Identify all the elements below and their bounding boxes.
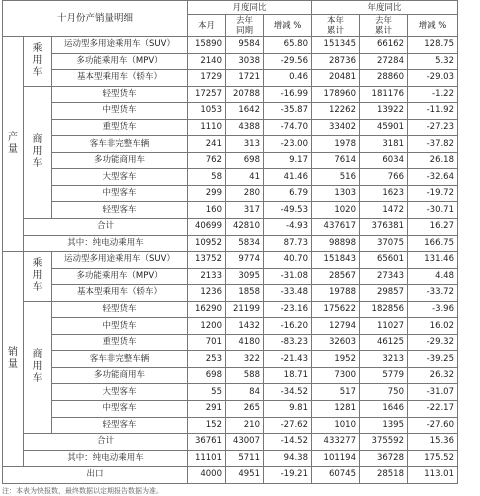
value-cell: 376381 <box>360 219 408 236</box>
value-cell: -29.56 <box>264 53 312 70</box>
value-cell: -31.07 <box>408 384 458 401</box>
table-title: 十月份产销量明细 <box>3 1 188 37</box>
value-cell: 2133 <box>188 268 226 285</box>
value-cell: 698 <box>188 367 226 384</box>
value-cell: 433277 <box>312 434 360 451</box>
value-cell: 3095 <box>226 268 264 285</box>
value-cell: 28736 <box>312 53 360 70</box>
value-cell: 32603 <box>312 334 360 351</box>
row-label: 客车非完整车辆 <box>52 136 188 153</box>
table-row <box>3 384 458 401</box>
value-cell: 28567 <box>312 268 360 285</box>
value-cell: -19.72 <box>408 185 458 202</box>
value-cell: 94.38 <box>264 450 312 467</box>
value-cell: 33402 <box>312 119 360 136</box>
value-cell: 113.01 <box>408 467 458 484</box>
value-cell: -23.00 <box>264 136 312 153</box>
value-cell: -35.87 <box>264 103 312 120</box>
value-cell: -33.72 <box>408 285 458 302</box>
value-cell: 5779 <box>360 367 408 384</box>
value-cell: 11027 <box>360 318 408 335</box>
row-label: 轻型货车 <box>52 86 188 103</box>
row-label: 重型货车 <box>52 334 188 351</box>
row-label: 轻型货车 <box>52 301 188 318</box>
value-cell: 17257 <box>188 86 226 103</box>
value-cell: 241 <box>188 136 226 153</box>
value-cell: -27.60 <box>408 417 458 434</box>
value-cell: 16290 <box>188 301 226 318</box>
month-current-header: 本月 <box>188 15 226 37</box>
value-cell: 87.73 <box>264 235 312 252</box>
value-cell: 27343 <box>360 268 408 285</box>
value-cell: 66162 <box>360 37 408 54</box>
row-label: 其中：纯电动乘用车 <box>24 235 188 252</box>
section-label: 销 量 <box>3 252 24 467</box>
value-cell: 701 <box>188 334 226 351</box>
table-row <box>3 53 458 70</box>
value-cell: 98898 <box>312 235 360 252</box>
value-cell: 1623 <box>360 185 408 202</box>
value-cell: 280 <box>226 185 264 202</box>
value-cell: 588 <box>226 367 264 384</box>
value-cell: -30.71 <box>408 202 458 219</box>
value-cell: 182856 <box>360 301 408 318</box>
row-label: 轻型客车 <box>52 202 188 219</box>
month-change-header: 增减 % <box>264 15 312 37</box>
value-cell: 26.32 <box>408 367 458 384</box>
value-cell: 40.70 <box>264 252 312 269</box>
footnote: 注：本表为快报数，最终数据以定期报告数据为准。 <box>2 487 163 495</box>
value-cell: 41.46 <box>264 169 312 186</box>
value-cell: -83.23 <box>264 334 312 351</box>
row-label: 中型客车 <box>52 185 188 202</box>
row-label: 其中：纯电动乘用车 <box>24 450 188 467</box>
row-label: 运动型多用途乘用车（SUV） <box>52 37 188 54</box>
value-cell: -22.17 <box>408 401 458 418</box>
value-cell: 131.46 <box>408 252 458 269</box>
value-cell: 16.27 <box>408 219 458 236</box>
value-cell: 151843 <box>312 252 360 269</box>
value-cell: 41 <box>226 169 264 186</box>
value-cell: 313 <box>226 136 264 153</box>
table-row <box>3 401 458 418</box>
table-row <box>3 351 458 368</box>
year-yoy-header: 年度同比 <box>312 1 458 15</box>
total-row <box>3 219 458 236</box>
value-cell: -39.25 <box>408 351 458 368</box>
table-row <box>3 86 458 103</box>
value-cell: 28860 <box>360 70 408 87</box>
value-cell: -34.52 <box>264 384 312 401</box>
value-cell: 766 <box>360 169 408 186</box>
row-label: 客车非完整车辆 <box>52 351 188 368</box>
value-cell: 175.52 <box>408 450 458 467</box>
value-cell: 21199 <box>226 301 264 318</box>
value-cell: 1858 <box>226 285 264 302</box>
value-cell: 36761 <box>188 434 226 451</box>
value-cell: -23.16 <box>264 301 312 318</box>
value-cell: 152 <box>188 417 226 434</box>
value-cell: 128.75 <box>408 37 458 54</box>
table-row <box>3 285 458 302</box>
value-cell: 11101 <box>188 450 226 467</box>
row-label: 合计 <box>24 434 188 451</box>
row-label: 运动型多用途乘用车（SUV） <box>52 252 188 269</box>
value-cell: -74.70 <box>264 119 312 136</box>
value-cell: 6034 <box>360 152 408 169</box>
value-cell: 1978 <box>312 136 360 153</box>
group-label: 乘 用 车 <box>24 37 52 87</box>
value-cell: 4388 <box>226 119 264 136</box>
value-cell: 1472 <box>360 202 408 219</box>
value-cell: 58 <box>188 169 226 186</box>
value-cell: 45901 <box>360 119 408 136</box>
value-cell: 1303 <box>312 185 360 202</box>
value-cell: 55 <box>188 384 226 401</box>
table-row <box>3 119 458 136</box>
value-cell: 42810 <box>226 219 264 236</box>
value-cell: -11.92 <box>408 103 458 120</box>
group-label: 商 用 车 <box>24 301 52 433</box>
month-last-year-header: 去年 同期 <box>226 15 264 37</box>
value-cell: 175622 <box>312 301 360 318</box>
month-yoy-header: 月度同比 <box>188 1 312 15</box>
table-row <box>3 70 458 87</box>
value-cell: 26.18 <box>408 152 458 169</box>
row-label: 基本型乘用车（轿车） <box>52 285 188 302</box>
value-cell: 1395 <box>360 417 408 434</box>
value-cell: -1.22 <box>408 86 458 103</box>
table-row <box>3 367 458 384</box>
table-row <box>3 185 458 202</box>
value-cell: 178960 <box>312 86 360 103</box>
value-cell: 13922 <box>360 103 408 120</box>
value-cell: 4180 <box>226 334 264 351</box>
value-cell: 6.79 <box>264 185 312 202</box>
value-cell: 37075 <box>360 235 408 252</box>
value-cell: 7300 <box>312 367 360 384</box>
value-cell: 1432 <box>226 318 264 335</box>
value-cell: 40699 <box>188 219 226 236</box>
value-cell: 18.71 <box>264 367 312 384</box>
value-cell: 299 <box>188 185 226 202</box>
value-cell: -32.64 <box>408 169 458 186</box>
value-cell: -27.23 <box>408 119 458 136</box>
year-current-header: 本年 累计 <box>312 15 360 37</box>
value-cell: 9774 <box>226 252 264 269</box>
table-row <box>3 417 458 434</box>
value-cell: 46125 <box>360 334 408 351</box>
value-cell: 12262 <box>312 103 360 120</box>
value-cell: 0.46 <box>264 70 312 87</box>
table-row <box>3 252 458 269</box>
value-cell: 20788 <box>226 86 264 103</box>
export-row <box>3 467 458 484</box>
value-cell: -31.08 <box>264 268 312 285</box>
row-label: 多功能商用车 <box>52 152 188 169</box>
value-cell: 517 <box>312 384 360 401</box>
table-row <box>3 202 458 219</box>
row-label: 大型客车 <box>52 169 188 186</box>
row-label: 多功能商用车 <box>52 367 188 384</box>
section-label: 产 量 <box>3 37 24 252</box>
value-cell: 4.48 <box>408 268 458 285</box>
value-cell: 10952 <box>188 235 226 252</box>
table-row <box>3 37 458 54</box>
value-cell: 2140 <box>188 53 226 70</box>
value-cell: -27.62 <box>264 417 312 434</box>
value-cell: 7614 <box>312 152 360 169</box>
value-cell: -4.93 <box>264 219 312 236</box>
value-cell: 20481 <box>312 70 360 87</box>
row-label: 多功能乘用车（MPV） <box>52 268 188 285</box>
value-cell: -37.82 <box>408 136 458 153</box>
row-label: 中型客车 <box>52 401 188 418</box>
table-row <box>3 169 458 186</box>
value-cell: 322 <box>226 351 264 368</box>
year-change-header: 增减 % <box>408 15 458 37</box>
value-cell: 291 <box>188 401 226 418</box>
value-cell: 12794 <box>312 318 360 335</box>
value-cell: 1952 <box>312 351 360 368</box>
row-label: 轻型客车 <box>52 417 188 434</box>
value-cell: 1642 <box>226 103 264 120</box>
value-cell: 160 <box>188 202 226 219</box>
row-label: 多功能乘用车（MPV） <box>52 53 188 70</box>
value-cell: 5711 <box>226 450 264 467</box>
value-cell: 1646 <box>360 401 408 418</box>
table-row <box>3 318 458 335</box>
value-cell: 3038 <box>226 53 264 70</box>
row-label: 合计 <box>24 219 188 236</box>
value-cell: 516 <box>312 169 360 186</box>
value-cell: 1010 <box>312 417 360 434</box>
row-label: 中型货车 <box>52 103 188 120</box>
value-cell: 65.80 <box>264 37 312 54</box>
value-cell: 1729 <box>188 70 226 87</box>
ev-row <box>3 235 458 252</box>
row-label: 出口 <box>3 467 188 484</box>
value-cell: -29.32 <box>408 334 458 351</box>
value-cell: 43007 <box>226 434 264 451</box>
value-cell: -49.53 <box>264 202 312 219</box>
table-row <box>3 103 458 120</box>
value-cell: 166.75 <box>408 235 458 252</box>
value-cell: 1110 <box>188 119 226 136</box>
value-cell: 15.36 <box>408 434 458 451</box>
value-cell: 750 <box>360 384 408 401</box>
value-cell: 60745 <box>312 467 360 484</box>
production-sales-table <box>2 0 458 484</box>
value-cell: 181176 <box>360 86 408 103</box>
value-cell: -19.21 <box>264 467 312 484</box>
value-cell: 29857 <box>360 285 408 302</box>
value-cell: 3213 <box>360 351 408 368</box>
value-cell: 9.81 <box>264 401 312 418</box>
value-cell: -16.20 <box>264 318 312 335</box>
value-cell: 28518 <box>360 467 408 484</box>
value-cell: -16.99 <box>264 86 312 103</box>
table-row <box>3 136 458 153</box>
value-cell: 1053 <box>188 103 226 120</box>
table-row <box>3 152 458 169</box>
value-cell: 84 <box>226 384 264 401</box>
value-cell: 5834 <box>226 235 264 252</box>
value-cell: 9584 <box>226 37 264 54</box>
value-cell: 762 <box>188 152 226 169</box>
value-cell: 253 <box>188 351 226 368</box>
value-cell: 4000 <box>188 467 226 484</box>
value-cell: 15890 <box>188 37 226 54</box>
value-cell: 151345 <box>312 37 360 54</box>
group-label: 乘 用 车 <box>24 252 52 302</box>
value-cell: -33.48 <box>264 285 312 302</box>
value-cell: 4951 <box>226 467 264 484</box>
row-label: 重型货车 <box>52 119 188 136</box>
row-label: 大型客车 <box>52 384 188 401</box>
value-cell: 27284 <box>360 53 408 70</box>
value-cell: 1200 <box>188 318 226 335</box>
value-cell: 16.02 <box>408 318 458 335</box>
value-cell: 1236 <box>188 285 226 302</box>
value-cell: 210 <box>226 417 264 434</box>
value-cell: 1281 <box>312 401 360 418</box>
value-cell: 65601 <box>360 252 408 269</box>
value-cell: 265 <box>226 401 264 418</box>
total-row <box>3 434 458 451</box>
value-cell: 317 <box>226 202 264 219</box>
value-cell: 19788 <box>312 285 360 302</box>
value-cell: 36728 <box>360 450 408 467</box>
value-cell: 13752 <box>188 252 226 269</box>
table-row <box>3 301 458 318</box>
value-cell: 101194 <box>312 450 360 467</box>
value-cell: 375592 <box>360 434 408 451</box>
value-cell: -21.43 <box>264 351 312 368</box>
ev-row <box>3 450 458 467</box>
value-cell: 1721 <box>226 70 264 87</box>
group-label: 商 用 车 <box>24 86 52 218</box>
year-last-year-header: 去年 累计 <box>360 15 408 37</box>
table-row <box>3 268 458 285</box>
value-cell: 9.17 <box>264 152 312 169</box>
value-cell: 3181 <box>360 136 408 153</box>
value-cell: 698 <box>226 152 264 169</box>
table-row <box>3 334 458 351</box>
value-cell: -14.52 <box>264 434 312 451</box>
value-cell: -29.03 <box>408 70 458 87</box>
row-label: 基本型乘用车（轿车） <box>52 70 188 87</box>
value-cell: -3.96 <box>408 301 458 318</box>
value-cell: 1020 <box>312 202 360 219</box>
value-cell: 437617 <box>312 219 360 236</box>
row-label: 中型货车 <box>52 318 188 335</box>
value-cell: 5.32 <box>408 53 458 70</box>
